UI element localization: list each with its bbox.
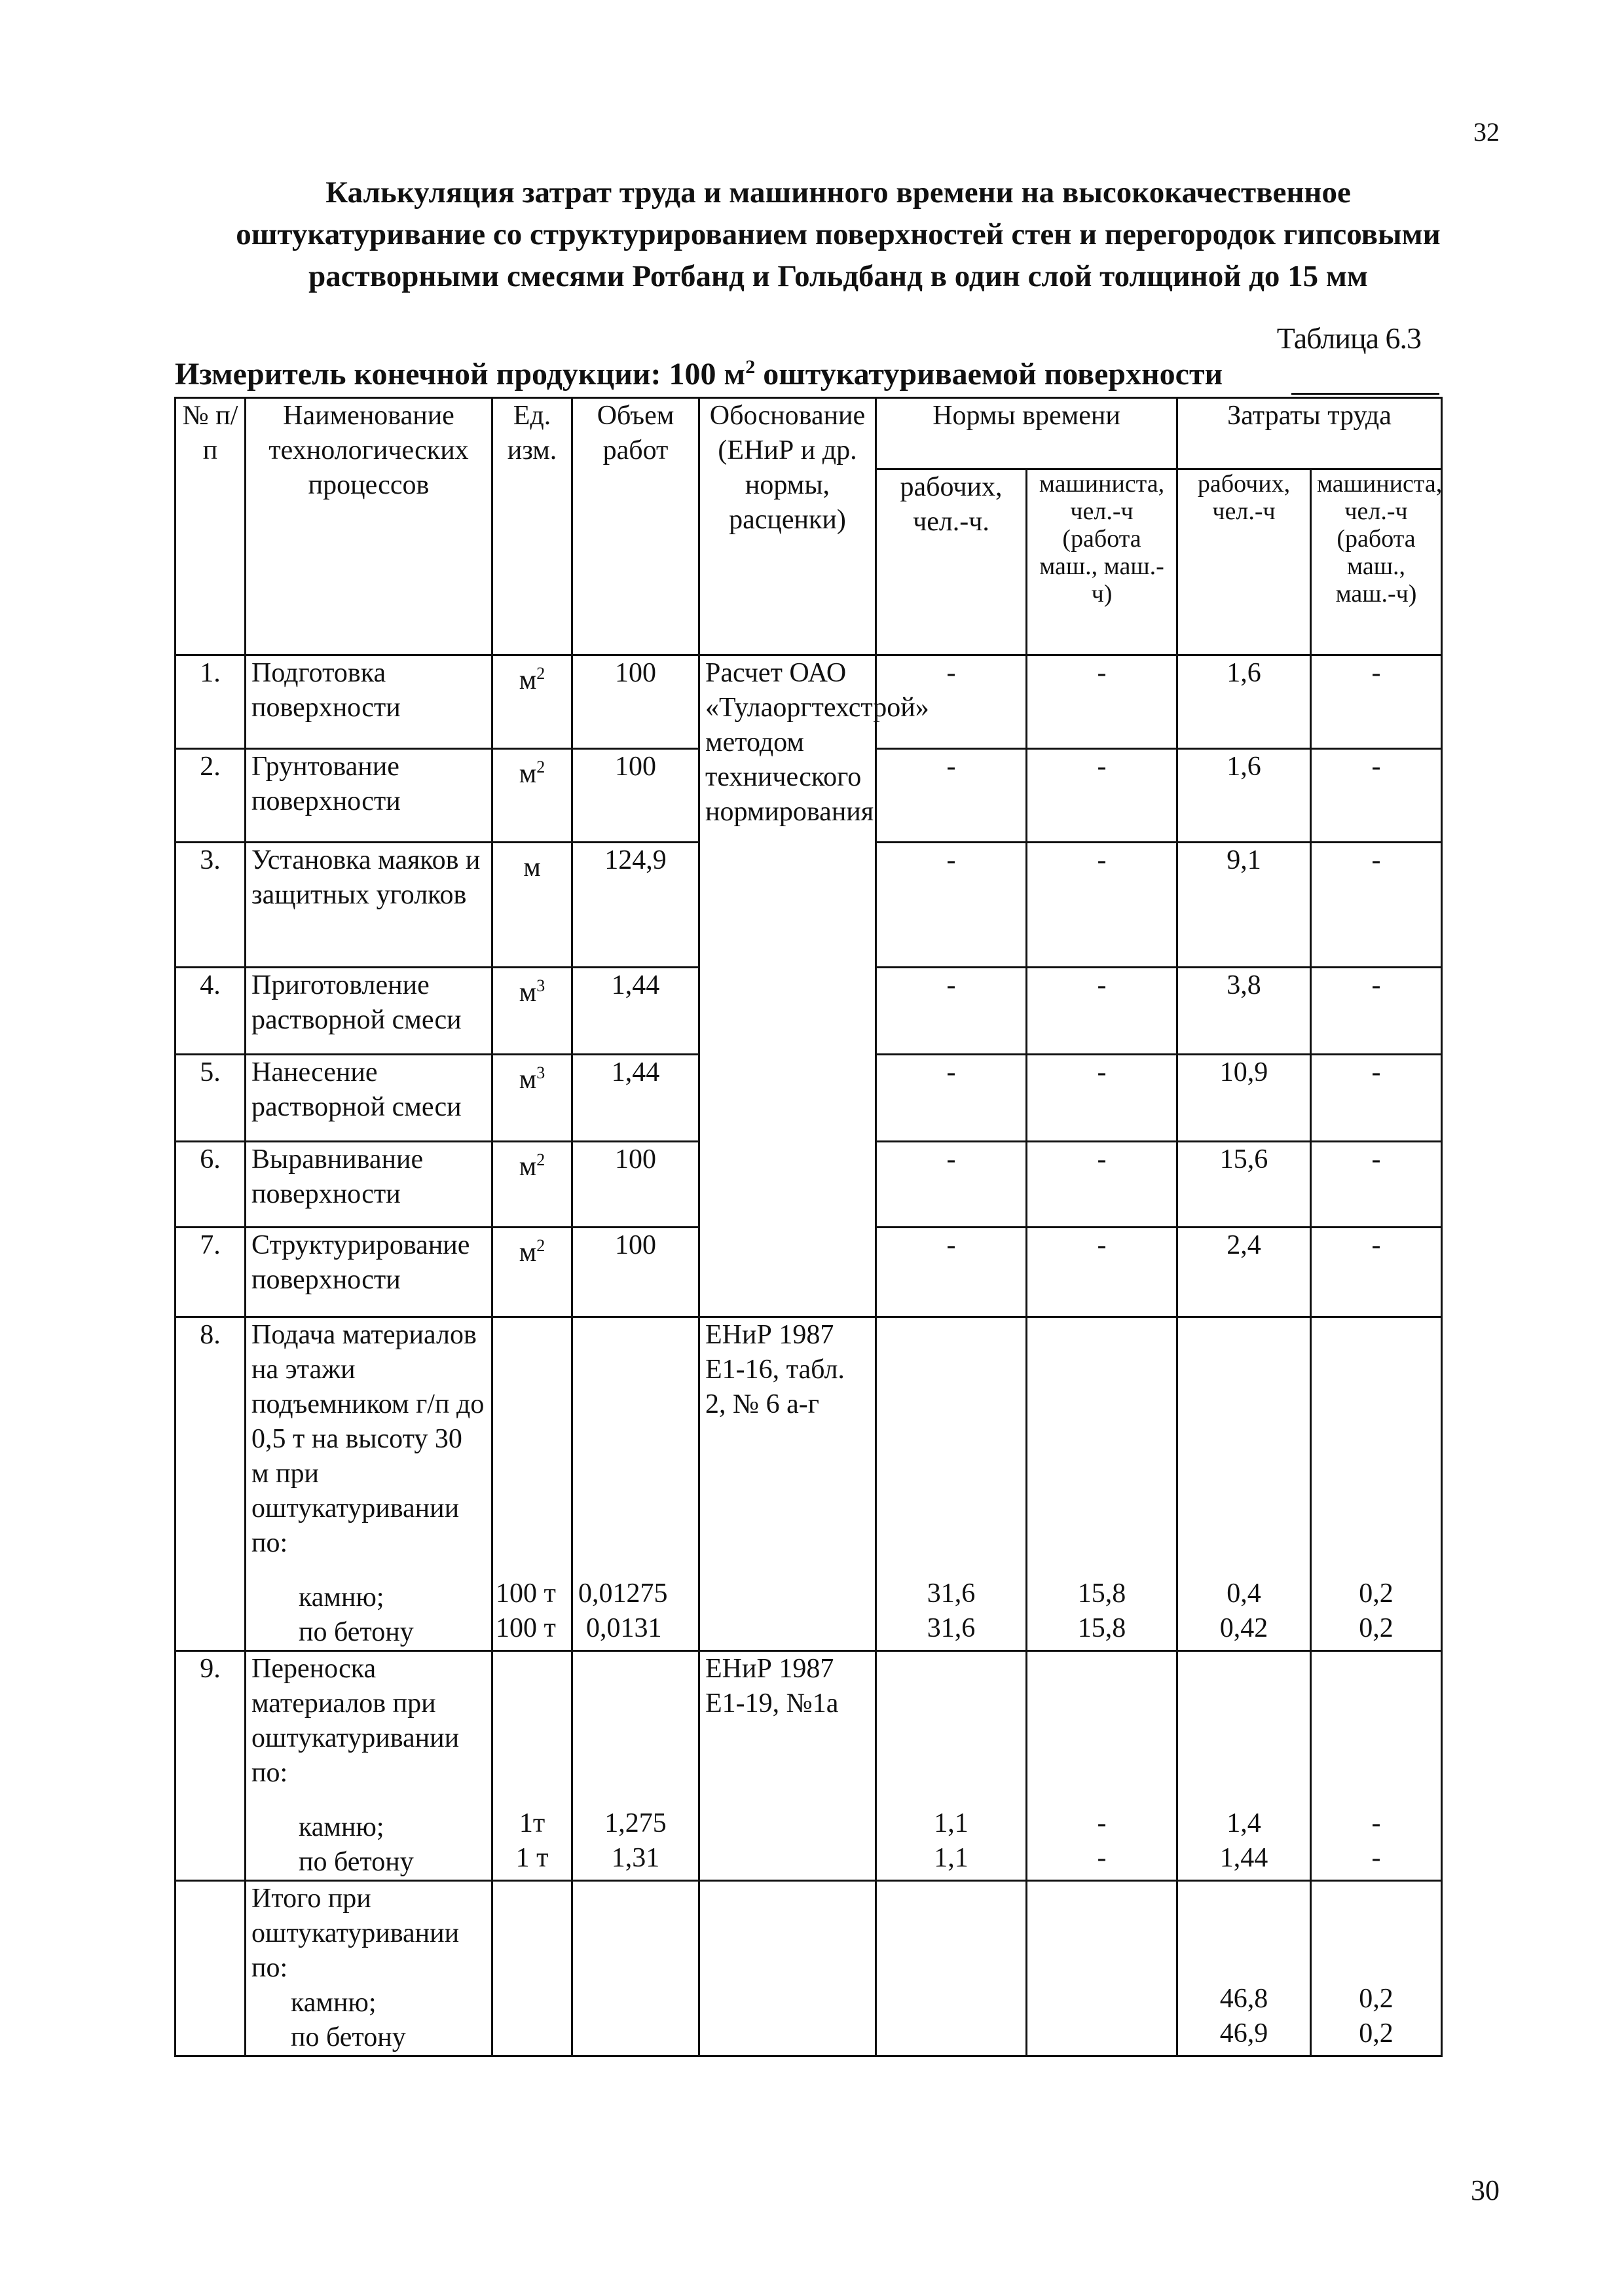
row-volume: 100 — [572, 1142, 699, 1228]
row-labor-machinist: - — [1311, 968, 1442, 1055]
row-labor-machinist: - — [1311, 749, 1442, 843]
table-row-total — [175, 1881, 1442, 2056]
row-norm-machinist: - — [1027, 1142, 1177, 1228]
row-volume: 124,9 — [572, 843, 699, 968]
total-num — [175, 1881, 246, 2056]
row-name: Грунтование поверхности — [246, 749, 492, 843]
row-num: 1. — [175, 655, 246, 749]
row-volume: 100 — [572, 1228, 699, 1317]
row-name: Структурирование поверхности — [246, 1228, 492, 1317]
row-unit: $м^2$ — [492, 749, 572, 843]
row8-sub-label: камню; — [299, 1582, 384, 1613]
row-num: 7. — [175, 1228, 246, 1317]
row9-sub-label: по бетону — [299, 1847, 414, 1877]
row-labor-machinist: - - — [1311, 1651, 1442, 1881]
row-volume: 100 — [572, 749, 699, 843]
total-norm-machinist — [1027, 1881, 1177, 2056]
row-basis: ЕНиР 1987 Е1-19, №1а — [699, 1651, 876, 1881]
row-num: 8. — [175, 1317, 246, 1651]
header-labor: Затраты труда — [1177, 398, 1442, 469]
row-norm-workers: 31,6 31,6 — [876, 1317, 1027, 1651]
row-labor-machinist: 0,2 0,2 — [1311, 1317, 1442, 1651]
row-name: Подготовка поверхности — [246, 655, 492, 749]
row-labor-machinist: - — [1311, 1228, 1442, 1317]
total-labor-workers: 46,8 46,9 — [1177, 1881, 1311, 2056]
row-labor-machinist: - — [1311, 843, 1442, 968]
header-volume: Объем работ — [572, 398, 699, 655]
row-name: Выравнивание поверхности — [246, 1142, 492, 1228]
row-labor-workers: 9,1 — [1177, 843, 1311, 968]
row-norm-workers: - — [876, 843, 1027, 968]
header-labor-workers: рабочих, чел.-ч — [1177, 469, 1311, 655]
row-unit: м — [492, 843, 572, 968]
row-labor-workers: 1,6 — [1177, 749, 1311, 843]
row-name: Установка маяков и защитных уголков — [246, 843, 492, 968]
row-norm-machinist: - - — [1027, 1651, 1177, 1881]
row-norm-workers: - — [876, 1142, 1027, 1228]
row-unit: $м^2$ — [492, 655, 572, 749]
row-name: Нанесение растворной смеси — [246, 1055, 492, 1142]
total-sub-label: по бетону — [291, 2022, 406, 2052]
row-labor-machinist: - — [1311, 1055, 1442, 1142]
row-volume: 100 — [572, 655, 699, 749]
row-norm-machinist: 15,8 15,8 — [1027, 1317, 1177, 1651]
total-norm-workers — [876, 1881, 1027, 2056]
row-norm-machinist: - — [1027, 655, 1177, 749]
header-norm-machinist: машиниста, чел.-ч (работа маш., маш.-ч) — [1027, 469, 1177, 655]
row-labor-workers: 1,4 1,44 — [1177, 1651, 1311, 1881]
row-norm-machinist: - — [1027, 968, 1177, 1055]
total-labor-machinist: 0,2 0,2 — [1311, 1881, 1442, 2056]
row8-sub-label: по бетону — [299, 1617, 414, 1647]
row-unit: $м^2$ — [492, 1142, 572, 1228]
row-norm-workers: - — [876, 968, 1027, 1055]
row-name — [246, 1651, 492, 1881]
total-unit — [492, 1881, 572, 2056]
measure-line — [175, 356, 1223, 392]
row-volume: 1,44 — [572, 1055, 699, 1142]
row-labor-workers: 1,6 — [1177, 655, 1311, 749]
row-volume: 1,44 — [572, 968, 699, 1055]
table-row-8 — [175, 1317, 1442, 1651]
measure-sup: 2 — [745, 356, 756, 378]
calculation-table — [174, 397, 1443, 2057]
row-num: 5. — [175, 1055, 246, 1142]
row-norm-workers: - — [876, 655, 1027, 749]
measure-underline — [1291, 393, 1439, 395]
row-labor-workers: 10,9 — [1177, 1055, 1311, 1142]
row-norm-workers: - — [876, 1055, 1027, 1142]
row-norm-machinist: - — [1027, 1228, 1177, 1317]
row-labor-machinist: - — [1311, 1142, 1442, 1228]
header-basis: Обоснование (ЕНиР и др. нормы, расценки) — [699, 398, 876, 655]
header-norm-workers: рабочих, чел.-ч. — [876, 469, 1027, 655]
row-norm-machinist: - — [1027, 749, 1177, 843]
row-norm-machinist: - — [1027, 1055, 1177, 1142]
shared-basis: Расчет ОАО «Тулаоргтехстрой» методом технического нормирования — [699, 655, 876, 1317]
header-row-1 — [175, 398, 1442, 469]
row-norm-workers: 1,1 1,1 — [876, 1651, 1027, 1881]
row-num: 4. — [175, 968, 246, 1055]
row-unit: $м^3$ — [492, 968, 572, 1055]
row-basis: ЕНиР 1987 Е1-16, табл. 2, № 6 а-г — [699, 1317, 876, 1651]
page-number-bottom: 30 — [1471, 2174, 1500, 2206]
row9-sub-label: камню; — [299, 1812, 384, 1842]
measure-prefix: Измеритель конечной продукции: 100 м — [175, 357, 746, 392]
header-name: Наименование технологических процессов — [246, 398, 492, 655]
header-unit: Ед. изм. — [492, 398, 572, 655]
row-labor-machinist: - — [1311, 655, 1442, 749]
row-unit: 100 т 100 т — [492, 1317, 572, 1651]
header-num: № п/п — [175, 398, 246, 655]
row-num: 3. — [175, 843, 246, 968]
total-sub-label: камню; — [291, 1988, 377, 2018]
row-num: 6. — [175, 1142, 246, 1228]
total-basis — [699, 1881, 876, 2056]
row-num: 9. — [175, 1651, 246, 1881]
document-title: Калькуляция затрат труда и машинного времени на высококачественное оштукатуривание со структурированием поверхностей стен и перегородок гипсовыми растворными смесями Ротбанд и Гольдбанд в один слой толщиной до 15 мм — [236, 175, 1441, 293]
row-num: 2. — [175, 749, 246, 843]
row-labor-workers: 2,4 — [1177, 1228, 1311, 1317]
row-volume: 1,275 1,31 — [572, 1651, 699, 1881]
header-norms: Нормы времени — [876, 398, 1177, 469]
row-unit: $м^2$ — [492, 1228, 572, 1317]
total-label: Итого при оштукатуривании по: — [251, 1884, 460, 1983]
row9-name: Переноска материалов при оштукатуривании по: — [251, 1654, 460, 1788]
page-number-top: 32 — [1473, 117, 1500, 147]
row-labor-workers: 15,6 — [1177, 1142, 1311, 1228]
row-volume: 0,01275 0,0131 — [572, 1317, 699, 1651]
row-norm-workers: - — [876, 749, 1027, 843]
row-unit: 1т 1 т — [492, 1651, 572, 1881]
header-labor-machinist: машиниста, чел.-ч (работа маш., маш.-ч) — [1311, 469, 1442, 655]
row-labor-workers: 0,4 0,42 — [1177, 1317, 1311, 1651]
row8-name: Подача материалов на этажи подъемником г/п до 0,5 т на высоту 30 м при оштукатуривании по: — [251, 1320, 485, 1558]
table-label: Таблица 6.3 — [1276, 321, 1421, 355]
total-volume — [572, 1881, 699, 2056]
measure-suffix: оштукатуриваемой поверхности — [755, 357, 1223, 392]
row-norm-workers: - — [876, 1228, 1027, 1317]
table-row — [175, 655, 1442, 749]
row-name: Приготовление растворной смеси — [246, 968, 492, 1055]
total-name — [246, 1881, 492, 2056]
row-labor-workers: 3,8 — [1177, 968, 1311, 1055]
row-unit: $м^3$ — [492, 1055, 572, 1142]
row-norm-machinist: - — [1027, 843, 1177, 968]
table-row-9 — [175, 1651, 1442, 1881]
row-name — [246, 1317, 492, 1651]
